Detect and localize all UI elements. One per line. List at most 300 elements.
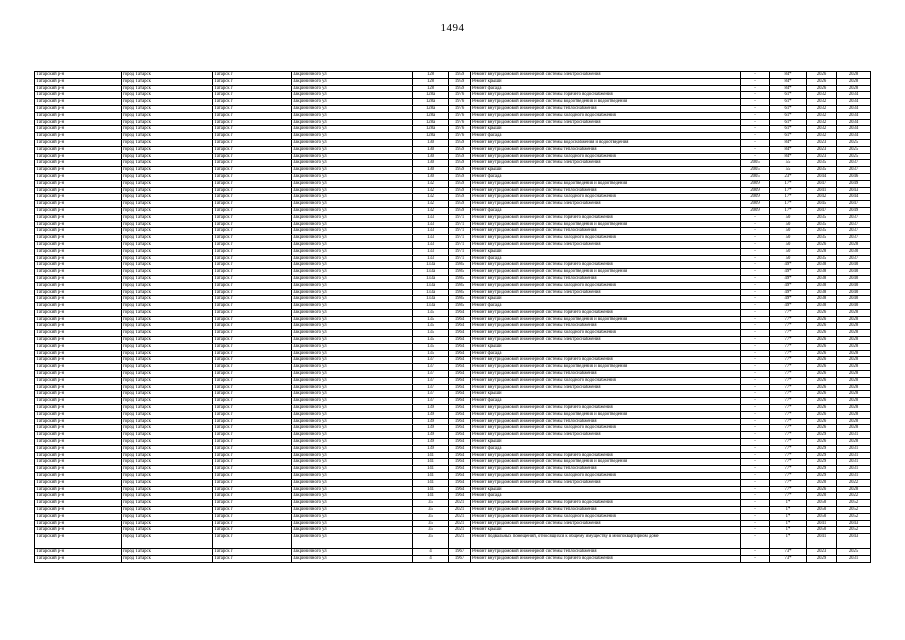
cell-build-year: 1964 bbox=[449, 398, 471, 405]
cell-settlement: Татарск г bbox=[213, 473, 292, 480]
cell-build-year: 1964 bbox=[449, 343, 471, 350]
cell-street: Закриничного ул bbox=[292, 493, 413, 500]
cell-locality: город Татарск bbox=[122, 187, 213, 194]
cell-wear-percent: 84* bbox=[770, 139, 807, 146]
cell-locality: город Татарск bbox=[122, 92, 213, 99]
cell-locality: город Татарск bbox=[122, 296, 213, 303]
cell-settlement: Татарск г bbox=[213, 500, 292, 507]
cell-build-year: 2021 bbox=[449, 513, 471, 520]
cell-wear-percent: 84* bbox=[770, 78, 807, 85]
cell-wear-percent: 77* bbox=[770, 364, 807, 371]
cell-street: Закриничного ул bbox=[292, 500, 413, 507]
cell-house-number: 133 bbox=[413, 235, 449, 242]
cell-district: Татарский р-н bbox=[35, 289, 122, 296]
cell-locality: город Татарск bbox=[122, 323, 213, 330]
table-row bbox=[35, 241, 871, 248]
cell-work-type: Ремонт крыши bbox=[471, 126, 741, 133]
cell-prior-repair-year: - bbox=[741, 534, 770, 549]
cell-locality: город Татарск bbox=[122, 391, 213, 398]
cell-work-type: Ремонт внутридомовой инженерной системы горячего водоснабжения bbox=[471, 452, 741, 459]
cell-house-number: 137 bbox=[413, 371, 449, 378]
cell-prior-repair-year: - bbox=[741, 337, 770, 344]
table-row bbox=[35, 350, 871, 357]
cell-prior-repair-year: - bbox=[741, 269, 770, 276]
cell-district: Татарский р-н bbox=[35, 119, 122, 126]
table-row bbox=[35, 343, 871, 350]
cell-work-type: Ремонт внутридомовой инженерной системы холодного водоснабжения bbox=[471, 112, 741, 119]
cell-settlement: Татарск г bbox=[213, 248, 292, 255]
cell-wear-percent: 84* bbox=[770, 72, 807, 79]
table-row bbox=[35, 214, 871, 221]
cell-wear-percent: 1* bbox=[770, 527, 807, 534]
cell-wear-percent: 77* bbox=[770, 316, 807, 323]
cell-work-type: Ремонт внутридомовой инженерной системы теплоснабжения bbox=[471, 323, 741, 330]
cell-plan-end: 2028 bbox=[837, 364, 871, 371]
cell-plan-end: 2028 bbox=[837, 309, 871, 316]
cell-work-type: Ремонт фасада bbox=[471, 350, 741, 357]
cell-plan-end: 2031 bbox=[837, 432, 871, 439]
table-row bbox=[35, 371, 871, 378]
cell-wear-percent: 77* bbox=[770, 377, 807, 384]
cell-prior-repair-year: - bbox=[741, 296, 770, 303]
cell-build-year: 1967 bbox=[449, 549, 471, 556]
cell-settlement: Татарск г bbox=[213, 364, 292, 371]
table-row bbox=[35, 99, 871, 106]
cell-build-year: 1964 bbox=[449, 479, 471, 486]
cell-locality: город Татарск bbox=[122, 439, 213, 446]
cell-settlement: Татарск г bbox=[213, 180, 292, 187]
cell-house-number: 141 bbox=[413, 452, 449, 459]
cell-plan-end: 2028 bbox=[837, 398, 871, 405]
cell-build-year: 1964 bbox=[449, 425, 471, 432]
cell-work-type: Ремонт внутридомовой инженерной системы холодного водоснабжения bbox=[471, 377, 741, 384]
cell-street: Закриничного ул bbox=[292, 167, 413, 174]
cell-settlement: Татарск г bbox=[213, 112, 292, 119]
cell-prior-repair-year: 2009 bbox=[741, 187, 770, 194]
cell-prior-repair-year: - bbox=[741, 425, 770, 432]
cell-settlement: Татарск г bbox=[213, 146, 292, 153]
cell-plan-start: 2038 bbox=[807, 275, 837, 282]
cell-settlement: Татарск г bbox=[213, 85, 292, 92]
cell-wear-percent: 17* bbox=[770, 201, 807, 208]
cell-build-year: 1964 bbox=[449, 316, 471, 323]
cell-build-year: 1964 bbox=[449, 459, 471, 466]
cell-locality: город Татарск bbox=[122, 180, 213, 187]
cell-wear-percent: 1* bbox=[770, 534, 807, 549]
cell-street: Закриничного ул bbox=[292, 235, 413, 242]
cell-wear-percent: 49* bbox=[770, 303, 807, 310]
cell-work-type: Ремонт внутридомовой инженерной системы электроснабжения bbox=[471, 160, 741, 167]
cell-prior-repair-year: - bbox=[741, 303, 770, 310]
cell-work-type: Ремонт внутридомовой инженерной системы электроснабжения bbox=[471, 201, 741, 208]
cell-work-type: Ремонт внутридомовой инженерной системы электроснабжения bbox=[471, 479, 741, 486]
table-row bbox=[35, 418, 871, 425]
cell-district: Татарский р-н bbox=[35, 160, 122, 167]
cell-work-type: Ремонт внутридомовой инженерной системы горячего водоснабжения bbox=[471, 262, 741, 269]
cell-build-year: 1959 bbox=[449, 167, 471, 174]
cell-plan-start: 2026 bbox=[807, 439, 837, 446]
cell-build-year: 1971 bbox=[449, 255, 471, 262]
cell-build-year: 1971 bbox=[449, 221, 471, 228]
cell-locality: город Татарск bbox=[122, 133, 213, 140]
table-row bbox=[35, 153, 871, 160]
cell-settlement: Татарск г bbox=[213, 513, 292, 520]
cell-plan-end: 2044 bbox=[837, 194, 871, 201]
cell-wear-percent: 73* bbox=[770, 549, 807, 556]
cell-house-number: 135 bbox=[413, 343, 449, 350]
cell-build-year: 1964 bbox=[449, 371, 471, 378]
cell-plan-start: 2023 bbox=[807, 549, 837, 556]
cell-district: Татарский р-н bbox=[35, 255, 122, 262]
cell-plan-start: 2023 bbox=[807, 146, 837, 153]
cell-locality: город Татарск bbox=[122, 343, 213, 350]
table-row bbox=[35, 357, 871, 364]
cell-plan-start: 2032 bbox=[807, 112, 837, 119]
cell-plan-start: 2032 bbox=[807, 92, 837, 99]
cell-settlement: Татарск г bbox=[213, 357, 292, 364]
table-row bbox=[35, 549, 871, 556]
cell-street: Закриничного ул bbox=[292, 187, 413, 194]
cell-district: Татарский р-н bbox=[35, 187, 122, 194]
cell-plan-start: 2026 bbox=[807, 350, 837, 357]
table-row bbox=[35, 105, 871, 112]
cell-build-year: 1976 bbox=[449, 119, 471, 126]
cell-build-year: 1959 bbox=[449, 72, 471, 79]
cell-build-year: 1971 bbox=[449, 228, 471, 235]
cell-prior-repair-year: - bbox=[741, 343, 770, 350]
cell-wear-percent: 50 bbox=[770, 214, 807, 221]
cell-wear-percent: 77* bbox=[770, 357, 807, 364]
cell-build-year: 1964 bbox=[449, 391, 471, 398]
cell-district: Татарский р-н bbox=[35, 439, 122, 446]
cell-work-type: Ремонт крыши bbox=[471, 527, 741, 534]
cell-wear-percent: 55 bbox=[770, 167, 807, 174]
cell-plan-start: 2029 bbox=[807, 466, 837, 473]
cell-house-number: 132 bbox=[413, 187, 449, 194]
cell-wear-percent: 1* bbox=[770, 513, 807, 520]
cell-district: Татарский р-н bbox=[35, 452, 122, 459]
cell-street: Закриничного ул bbox=[292, 527, 413, 534]
cell-district: Татарский р-н bbox=[35, 241, 122, 248]
cell-prior-repair-year: - bbox=[741, 72, 770, 79]
cell-street: Закриничного ул bbox=[292, 105, 413, 112]
cell-locality: город Татарск bbox=[122, 357, 213, 364]
cell-prior-repair-year: - bbox=[741, 473, 770, 480]
cell-settlement: Татарск г bbox=[213, 167, 292, 174]
cell-plan-start: 2050 bbox=[807, 527, 837, 534]
cell-plan-start: 2029 bbox=[807, 555, 837, 562]
cell-plan-end: 2030 bbox=[837, 248, 871, 255]
cell-wear-percent: 55 bbox=[770, 160, 807, 167]
cell-district: Татарский р-н bbox=[35, 364, 122, 371]
cell-house-number: 141 bbox=[413, 459, 449, 466]
cell-build-year: 1976 bbox=[449, 133, 471, 140]
cell-wear-percent: 49* bbox=[770, 289, 807, 296]
table-row bbox=[35, 133, 871, 140]
cell-district: Татарский р-н bbox=[35, 262, 122, 269]
cell-house-number: 35 bbox=[413, 500, 449, 507]
cell-house-number: 133а bbox=[413, 282, 449, 289]
cell-plan-end: 2025 bbox=[837, 549, 871, 556]
cell-build-year: 1976 bbox=[449, 92, 471, 99]
cell-district: Татарский р-н bbox=[35, 398, 122, 405]
cell-plan-end: 2040 bbox=[837, 289, 871, 296]
cell-house-number: 132 bbox=[413, 207, 449, 214]
cell-prior-repair-year: - bbox=[741, 371, 770, 378]
cell-street: Закриничного ул bbox=[292, 452, 413, 459]
cell-plan-end: 2034 bbox=[837, 92, 871, 99]
cell-house-number: 137 bbox=[413, 377, 449, 384]
cell-district: Татарский р-н bbox=[35, 275, 122, 282]
table-row bbox=[35, 507, 871, 514]
table-row bbox=[35, 425, 871, 432]
cell-district: Татарский р-н bbox=[35, 180, 122, 187]
cell-plan-start: 2035 bbox=[807, 235, 837, 242]
cell-work-type: Ремонт внутридомовой инженерной системы горячего водоснабжения bbox=[471, 555, 741, 562]
cell-work-type: Ремонт внутридомовой инженерной системы горячего водоснабжения bbox=[471, 500, 741, 507]
table-row bbox=[35, 167, 871, 174]
cell-plan-end: 2031 bbox=[837, 452, 871, 459]
cell-plan-end: 2028 bbox=[837, 343, 871, 350]
cell-locality: город Татарск bbox=[122, 105, 213, 112]
cell-plan-end: 2037 bbox=[837, 255, 871, 262]
cell-street: Закриничного ул bbox=[292, 507, 413, 514]
cell-street: Закриничного ул bbox=[292, 72, 413, 79]
cell-work-type: Ремонт внутридомовой инженерной системы холодного водоснабжения bbox=[471, 282, 741, 289]
cell-wear-percent: 77* bbox=[770, 466, 807, 473]
cell-prior-repair-year: - bbox=[741, 384, 770, 391]
cell-build-year: 1971 bbox=[449, 248, 471, 255]
cell-wear-percent: 49* bbox=[770, 262, 807, 269]
cell-wear-percent: 77* bbox=[770, 391, 807, 398]
cell-plan-end: 2037 bbox=[837, 160, 871, 167]
cell-build-year: 1964 bbox=[449, 486, 471, 493]
cell-plan-start: 2032 bbox=[807, 99, 837, 106]
cell-plan-end: 2049 bbox=[837, 180, 871, 187]
cell-house-number: 130 bbox=[413, 167, 449, 174]
cell-build-year: 1971 bbox=[449, 214, 471, 221]
cell-build-year: 1964 bbox=[449, 493, 471, 500]
table-row bbox=[35, 296, 871, 303]
cell-street: Закриничного ул bbox=[292, 343, 413, 350]
cell-prior-repair-year: - bbox=[741, 289, 770, 296]
cell-locality: город Татарск bbox=[122, 555, 213, 562]
cell-work-type: Ремонт внутридомовой инженерной системы теплоснабжения bbox=[471, 105, 741, 112]
cell-street: Закриничного ул bbox=[292, 180, 413, 187]
cell-plan-end: 2034 bbox=[837, 126, 871, 133]
table-row bbox=[35, 439, 871, 446]
cell-street: Закриничного ул bbox=[292, 296, 413, 303]
cell-district: Татарский р-н bbox=[35, 78, 122, 85]
cell-plan-end: 2037 bbox=[837, 214, 871, 221]
cell-street: Закриничного ул bbox=[292, 112, 413, 119]
cell-prior-repair-year: - bbox=[741, 479, 770, 486]
cell-plan-start: 2026 bbox=[807, 398, 837, 405]
cell-street: Закриничного ул bbox=[292, 418, 413, 425]
cell-district: Татарский р-н bbox=[35, 466, 122, 473]
cell-settlement: Татарск г bbox=[213, 391, 292, 398]
cell-prior-repair-year: - bbox=[741, 411, 770, 418]
table-row bbox=[35, 146, 871, 153]
cell-plan-end: 2028 bbox=[837, 486, 871, 493]
cell-plan-end: 2028 bbox=[837, 425, 871, 432]
cell-wear-percent: 49* bbox=[770, 269, 807, 276]
cell-district: Татарский р-н bbox=[35, 201, 122, 208]
cell-build-year: 1964 bbox=[449, 330, 471, 337]
cell-wear-percent: 77* bbox=[770, 459, 807, 466]
cell-plan-end: 2034 bbox=[837, 99, 871, 106]
cell-wear-percent: 61* bbox=[770, 119, 807, 126]
cell-district: Татарский р-н bbox=[35, 343, 122, 350]
cell-street: Закриничного ул bbox=[292, 282, 413, 289]
cell-wear-percent: 77* bbox=[770, 452, 807, 459]
cell-street: Закриничного ул bbox=[292, 303, 413, 310]
cell-build-year: 1959 bbox=[449, 153, 471, 160]
cell-plan-end: 2028 bbox=[837, 377, 871, 384]
cell-work-type: Ремонт внутридомовой инженерной системы водоотведения и водоотведения bbox=[471, 411, 741, 418]
cell-street: Закриничного ул bbox=[292, 323, 413, 330]
cell-build-year: 1971 bbox=[449, 235, 471, 242]
cell-house-number: 132 bbox=[413, 194, 449, 201]
cell-house-number: 135 bbox=[413, 323, 449, 330]
cell-work-type: Ремонт внутридомовой инженерной системы электроснабжения bbox=[471, 72, 741, 79]
table-row bbox=[35, 555, 871, 562]
cell-plan-start: 2032 bbox=[807, 126, 837, 133]
cell-plan-start: 2035 bbox=[807, 221, 837, 228]
cell-locality: город Татарск bbox=[122, 72, 213, 79]
table-row bbox=[35, 534, 871, 549]
table-row bbox=[35, 398, 871, 405]
table-row bbox=[35, 207, 871, 214]
cell-wear-percent: 61* bbox=[770, 92, 807, 99]
cell-settlement: Татарск г bbox=[213, 534, 292, 549]
cell-locality: город Татарск bbox=[122, 337, 213, 344]
cell-work-type: Ремонт крыши bbox=[471, 439, 741, 446]
cell-build-year: 1964 bbox=[449, 364, 471, 371]
cell-locality: город Татарск bbox=[122, 513, 213, 520]
cell-build-year: 1959 bbox=[449, 173, 471, 180]
cell-plan-start: 2026 bbox=[807, 357, 837, 364]
table-row bbox=[35, 411, 871, 418]
cell-house-number: 128а bbox=[413, 133, 449, 140]
cell-work-type: Ремонт крыши bbox=[471, 296, 741, 303]
cell-build-year: 1976 bbox=[449, 112, 471, 119]
cell-work-type: Ремонт внутридомовой инженерной системы водоотведения и водоотведения bbox=[471, 364, 741, 371]
cell-district: Татарский р-н bbox=[35, 445, 122, 452]
cell-street: Закриничного ул bbox=[292, 146, 413, 153]
cell-prior-repair-year: - bbox=[741, 221, 770, 228]
cell-work-type: Ремонт фасада bbox=[471, 445, 741, 452]
cell-district: Татарский р-н bbox=[35, 405, 122, 412]
cell-build-year: 1964 bbox=[449, 357, 471, 364]
cell-plan-start: 2026 bbox=[807, 309, 837, 316]
cell-build-year: 1976 bbox=[449, 99, 471, 106]
cell-locality: город Татарск bbox=[122, 221, 213, 228]
cell-work-type: Ремонт внутридомовой инженерной системы теплоснабжения bbox=[471, 371, 741, 378]
table-row bbox=[35, 92, 871, 99]
cell-street: Закриничного ул bbox=[292, 555, 413, 562]
cell-wear-percent: 77* bbox=[770, 418, 807, 425]
cell-district: Татарский р-н bbox=[35, 425, 122, 432]
cell-district: Татарский р-н bbox=[35, 99, 122, 106]
cell-plan-start: 2020 bbox=[807, 493, 837, 500]
cell-prior-repair-year: - bbox=[741, 248, 770, 255]
cell-prior-repair-year: - bbox=[741, 241, 770, 248]
cell-locality: город Татарск bbox=[122, 479, 213, 486]
cell-plan-end: 2040 bbox=[837, 282, 871, 289]
table-row bbox=[35, 377, 871, 384]
cell-street: Закриничного ул bbox=[292, 201, 413, 208]
cell-settlement: Татарск г bbox=[213, 405, 292, 412]
cell-district: Татарский р-н bbox=[35, 139, 122, 146]
cell-house-number: 128а bbox=[413, 92, 449, 99]
cell-locality: город Татарск bbox=[122, 303, 213, 310]
cell-district: Татарский р-н bbox=[35, 296, 122, 303]
cell-settlement: Татарск г bbox=[213, 330, 292, 337]
cell-plan-start: 2026 bbox=[807, 377, 837, 384]
cell-wear-percent: 23* bbox=[770, 173, 807, 180]
cell-house-number: 137 bbox=[413, 364, 449, 371]
table-row bbox=[35, 235, 871, 242]
cell-prior-repair-year: - bbox=[741, 92, 770, 99]
cell-wear-percent: 77* bbox=[770, 323, 807, 330]
cell-plan-end: 2028 bbox=[837, 405, 871, 412]
cell-street: Закриничного ул bbox=[292, 549, 413, 556]
cell-work-type: Ремонт внутридомовой инженерной системы теплоснабжения bbox=[471, 187, 741, 194]
table-row bbox=[35, 445, 871, 452]
cell-settlement: Татарск г bbox=[213, 425, 292, 432]
cell-house-number: 139 bbox=[413, 425, 449, 432]
cell-plan-start: 2050 bbox=[807, 507, 837, 514]
cell-plan-end: 2028 bbox=[837, 384, 871, 391]
cell-work-type: Ремонт внутридомовой инженерной системы водоотведения и водоотведения bbox=[471, 180, 741, 187]
cell-house-number: 141 bbox=[413, 473, 449, 480]
cell-house-number: 130 bbox=[413, 160, 449, 167]
cell-prior-repair-year: 2009 bbox=[741, 180, 770, 187]
cell-house-number: 139 bbox=[413, 418, 449, 425]
cell-plan-start: 2026 bbox=[807, 72, 837, 79]
cell-wear-percent: 77* bbox=[770, 337, 807, 344]
cell-street: Закриничного ул bbox=[292, 119, 413, 126]
cell-locality: город Татарск bbox=[122, 126, 213, 133]
cell-build-year: 1959 bbox=[449, 78, 471, 85]
cell-house-number: 132 bbox=[413, 201, 449, 208]
cell-district: Татарский р-н bbox=[35, 391, 122, 398]
cell-plan-end: 2037 bbox=[837, 235, 871, 242]
cell-locality: город Татарск bbox=[122, 255, 213, 262]
cell-district: Татарский р-н bbox=[35, 167, 122, 174]
cell-street: Закриничного ул bbox=[292, 309, 413, 316]
cell-plan-end: 2028 bbox=[837, 350, 871, 357]
cell-prior-repair-year: - bbox=[741, 309, 770, 316]
cell-street: Закриничного ул bbox=[292, 316, 413, 323]
cell-prior-repair-year: - bbox=[741, 452, 770, 459]
cell-work-type: Ремонт внутридомовой инженерной системы холодного водоснабжения bbox=[471, 194, 741, 201]
cell-district: Татарский р-н bbox=[35, 269, 122, 276]
cell-build-year: 1976 bbox=[449, 105, 471, 112]
cell-house-number: 130 bbox=[413, 153, 449, 160]
cell-plan-end: 2028 bbox=[837, 418, 871, 425]
cell-plan-start: 2032 bbox=[807, 105, 837, 112]
cell-house-number: 4 bbox=[413, 555, 449, 562]
cell-locality: город Татарск bbox=[122, 384, 213, 391]
cell-house-number: 135 bbox=[413, 316, 449, 323]
cell-work-type: Ремонт крыши bbox=[471, 248, 741, 255]
cell-plan-start: 2035 bbox=[807, 160, 837, 167]
cell-plan-start: 2020 bbox=[807, 479, 837, 486]
cell-settlement: Татарск г bbox=[213, 201, 292, 208]
cell-locality: город Татарск bbox=[122, 377, 213, 384]
